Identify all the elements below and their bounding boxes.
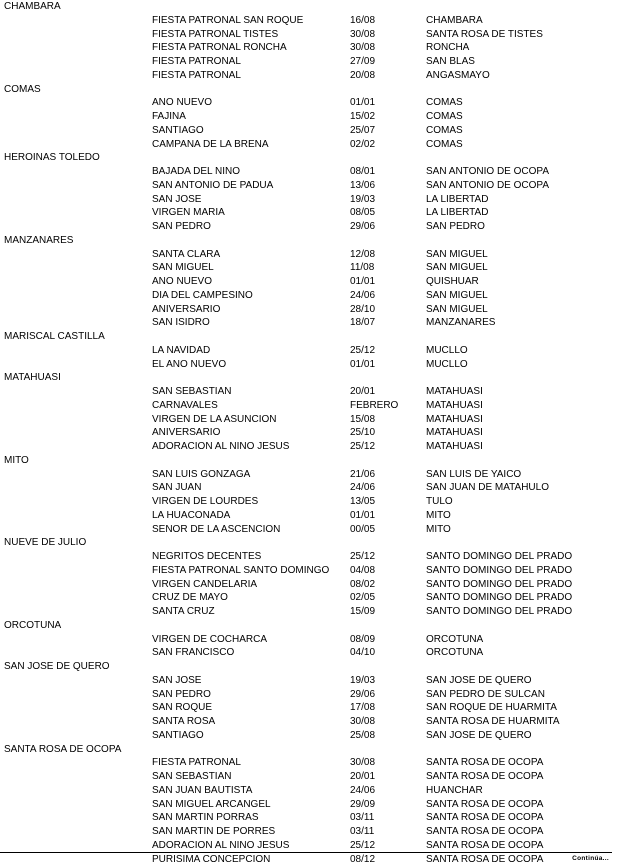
- festivity-name: SAN JUAN BAUTISTA: [152, 784, 253, 796]
- festivity-date: 30/08: [350, 757, 376, 769]
- festivity-name: VIRGEN DE COCHARCA: [152, 633, 268, 645]
- festivity-row: [0, 55, 627, 68]
- festivity-date: 24/06: [350, 784, 376, 796]
- festivity-place: MITO: [426, 523, 451, 535]
- festivity-name: ADORACION AL NINO JESUS: [152, 441, 290, 452]
- festivity-date: 01/01: [350, 276, 376, 287]
- festivity-place: CHAMBARA: [426, 14, 483, 26]
- district-header: [0, 660, 627, 673]
- festivity-place: LA LIBERTAD: [426, 207, 489, 219]
- festivity-row: [0, 729, 627, 742]
- festivity-row: [0, 193, 627, 206]
- festivity-name: FIESTA PATRONAL: [152, 56, 241, 67]
- festivity-date: 13/05: [350, 496, 376, 507]
- festivity-name: BAJADA DEL NINO: [152, 166, 240, 177]
- festivity-place: SAN LUIS DE YAICO: [426, 468, 522, 480]
- festivity-place: SAN ROQUE DE HUARMITA: [426, 702, 557, 714]
- festivity-name: FIESTA PATRONAL: [152, 69, 241, 81]
- festivity-row: [0, 124, 627, 137]
- festivity-place: HUANCHAR: [426, 784, 483, 796]
- festivity-row: [0, 426, 627, 439]
- festivity-row: [0, 784, 627, 797]
- festivity-row: [0, 591, 627, 604]
- festivity-row: [0, 413, 627, 426]
- festivity-place: SAN JOSE DE QUERO: [426, 729, 532, 741]
- festivity-name: SANTA ROSA: [152, 716, 216, 727]
- district-header: [0, 536, 627, 549]
- festivity-row: [0, 770, 627, 783]
- festivity-row: [0, 220, 627, 233]
- district-header: [0, 454, 627, 467]
- festivity-name: FAJINA: [152, 111, 186, 122]
- festivity-row: [0, 495, 627, 508]
- festivity-row: [0, 646, 627, 659]
- district-name: NUEVE DE JULIO: [4, 537, 87, 549]
- festivity-date: 25/07: [350, 124, 376, 136]
- festivity-place: SANTA ROSA DE TISTES: [426, 28, 543, 40]
- festivity-name: SAN SEBASTIAN: [152, 386, 232, 397]
- festivity-place: SAN JOSE DE QUERO: [426, 674, 532, 686]
- festivity-name: SAN JUAN: [152, 482, 202, 494]
- festivity-place: COMAS: [426, 124, 463, 136]
- festivity-name: SAN JOSE: [152, 193, 202, 205]
- festivity-place: ORCOTUNA: [426, 633, 484, 645]
- festivity-name: VIRGEN DE LA ASUNCION: [152, 413, 277, 425]
- festivity-row: [0, 69, 627, 82]
- district-header: [0, 151, 627, 164]
- festivity-row: [0, 206, 627, 219]
- festivity-date: 30/08: [350, 28, 376, 40]
- festivity-date: 12/08: [350, 248, 376, 260]
- festivity-date: 19/03: [350, 674, 376, 686]
- district-header: [0, 330, 627, 343]
- festivity-name: DIA DEL CAMPESINO: [152, 289, 253, 301]
- district-name: ORCOTUNA: [4, 619, 62, 631]
- festivity-row: [0, 715, 627, 728]
- festivity-date: 08/05: [350, 207, 376, 219]
- festivity-row: [0, 316, 627, 329]
- festivity-date: 19/03: [350, 193, 376, 205]
- festivity-date: 11/08: [350, 262, 375, 274]
- festivity-row: [0, 344, 627, 357]
- festivity-place: MATAHUASI: [426, 399, 483, 411]
- festivity-place: SAN PEDRO: [426, 221, 485, 232]
- festivity-name: SENOR DE LA ASCENCION: [152, 523, 281, 535]
- festivity-date: 00/05: [350, 523, 376, 535]
- festivity-date: 20/01: [350, 386, 376, 397]
- festivity-place: SANTO DOMINGO DEL PRADO: [426, 551, 573, 562]
- festivity-name: SANTA CRUZ: [152, 606, 215, 617]
- festivity-place: RONCHA: [426, 42, 470, 54]
- festivity-row: [0, 564, 627, 577]
- district-name: SAN JOSE DE QUERO: [4, 661, 110, 672]
- festivity-name: ADORACION AL NINO JESUS: [152, 839, 290, 851]
- festivity-date: 17/08: [350, 702, 376, 714]
- district-header: [0, 83, 627, 96]
- festivity-date: FEBRERO: [350, 399, 399, 411]
- festivity-place: MATAHUASI: [426, 413, 483, 425]
- festivity-date: 08/12: [350, 853, 376, 865]
- festivity-name: SAN MIGUEL: [152, 262, 214, 274]
- district-header: [0, 234, 627, 247]
- festivity-row: [0, 633, 627, 646]
- festivity-name: SAN LUIS GONZAGA: [152, 468, 251, 480]
- festivity-place: SAN MIGUEL: [426, 303, 488, 315]
- festivity-place: SANTO DOMINGO DEL PRADO: [426, 564, 573, 576]
- festivity-row: [0, 811, 627, 824]
- district-header: [0, 743, 627, 756]
- festivity-name: SAN ANTONIO DE PADUA: [152, 179, 274, 191]
- festivity-date: 02/05: [350, 592, 376, 604]
- festivity-date: 03/11: [350, 812, 375, 824]
- festivity-place: SANTO DOMINGO DEL PRADO: [426, 606, 573, 617]
- festivity-name: FIESTA PATRONAL SAN ROQUE: [152, 14, 304, 26]
- festivity-place: COMAS: [426, 97, 463, 109]
- festivity-row: [0, 14, 627, 27]
- festivity-place: SAN PEDRO DE SULCAN: [426, 688, 545, 700]
- festivity-place: MANZANARES: [426, 317, 496, 329]
- festivity-row: [0, 578, 627, 591]
- district-name: COMAS: [4, 83, 41, 95]
- festivity-row: [0, 138, 627, 151]
- festivity-name: ANIVERSARIO: [152, 427, 221, 439]
- festivity-date: 24/06: [350, 482, 376, 494]
- festivity-name: SANTIAGO: [152, 124, 204, 136]
- festivity-name: ANO NUEVO: [152, 97, 213, 109]
- festivity-place: MITO: [426, 509, 451, 521]
- festivity-row: [0, 385, 627, 398]
- festivity-date: 15/09: [350, 606, 376, 617]
- district-name: MATAHUASI: [4, 372, 61, 384]
- festivity-date: 18/07: [350, 317, 376, 329]
- festivity-place: SANTA ROSA DE OCOPA: [426, 798, 544, 810]
- festivity-row: [0, 96, 627, 109]
- festivity-date: 01/01: [350, 97, 376, 109]
- festivity-name: SAN MIGUEL ARCANGEL: [152, 798, 271, 810]
- festivity-place: SAN MIGUEL: [426, 248, 488, 260]
- festivity-name: FIESTA PATRONAL RONCHA: [152, 42, 287, 54]
- festivity-date: 28/10: [350, 303, 376, 315]
- festivity-row: [0, 798, 627, 811]
- festivity-place: SANTO DOMINGO DEL PRADO: [426, 578, 573, 590]
- festivity-name: SAN MARTIN PORRAS: [152, 812, 259, 824]
- festivity-row: [0, 440, 627, 453]
- festivity-date: 25/12: [350, 551, 376, 562]
- festivity-name: NEGRITOS DECENTES: [152, 551, 262, 562]
- festivity-row: [0, 289, 627, 302]
- festivity-place: SANTA ROSA DE OCOPA: [426, 853, 544, 865]
- district-header: [0, 371, 627, 384]
- festivity-row: [0, 756, 627, 769]
- festivity-date: 20/08: [350, 69, 376, 81]
- festivity-place: MATAHUASI: [426, 427, 483, 439]
- festivity-place: SANTA ROSA DE OCOPA: [426, 771, 544, 782]
- festivity-date: 25/08: [350, 729, 376, 741]
- festivity-place: ORCOTUNA: [426, 647, 484, 659]
- festivity-row: [0, 275, 627, 288]
- festivity-place: SANTA ROSA DE OCOPA: [426, 839, 544, 851]
- festivity-date: 08/09: [350, 633, 376, 645]
- festivity-name: SANTA CLARA: [152, 248, 221, 260]
- festivity-row: [0, 28, 627, 41]
- festivity-date: 16/08: [350, 14, 376, 26]
- festivity-place: MUCLLO: [426, 344, 468, 356]
- festivity-name: CARNAVALES: [152, 399, 218, 411]
- district-name: CHAMBARA: [4, 1, 61, 12]
- festivity-date: 01/01: [350, 358, 376, 370]
- festivity-name: SANTIAGO: [152, 729, 204, 741]
- festivity-place: SANTA ROSA DE OCOPA: [426, 812, 544, 824]
- festivity-name: SAN SEBASTIAN: [152, 771, 232, 782]
- festivity-date: 25/12: [350, 839, 376, 851]
- festivity-place: SANTO DOMINGO DEL PRADO: [426, 592, 573, 604]
- festivity-date: 30/08: [350, 42, 376, 54]
- festivity-place: MATAHUASI: [426, 386, 483, 397]
- festivity-place: SAN MIGUEL: [426, 262, 488, 274]
- festivity-row: [0, 605, 627, 618]
- district-name: SANTA ROSA DE OCOPA: [4, 743, 122, 755]
- festivity-place: COMAS: [426, 111, 463, 122]
- festivity-place: SAN ANTONIO DE OCOPA: [426, 179, 549, 191]
- festivity-name: FIESTA PATRONAL SANTO DOMINGO: [152, 564, 330, 576]
- festivity-date: 27/09: [350, 56, 376, 67]
- festivity-name: EL ANO NUEVO: [152, 358, 227, 370]
- festivity-name: ANIVERSARIO: [152, 303, 221, 315]
- continues-note: Continúa...: [572, 855, 609, 862]
- festivity-name: FIESTA PATRONAL TISTES: [152, 28, 279, 40]
- festivity-row: [0, 523, 627, 536]
- festivity-place: ANGASMAYO: [426, 69, 490, 81]
- festivity-row: [0, 509, 627, 522]
- district-name: HEROINAS TOLEDO: [4, 152, 100, 164]
- festivity-place: COMAS: [426, 138, 463, 150]
- festivity-row: [0, 853, 627, 866]
- festivity-row: [0, 674, 627, 687]
- festivity-row: [0, 358, 627, 371]
- festivity-row: [0, 839, 627, 852]
- footer-rule: [0, 852, 612, 853]
- district-name: MARISCAL CASTILLA: [4, 331, 105, 342]
- festivity-date: 20/01: [350, 771, 376, 782]
- festivity-row: [0, 399, 627, 412]
- festivity-name: PURISIMA CONCEPCION: [152, 853, 271, 865]
- festivity-date: 15/08: [350, 413, 376, 425]
- festivity-name: SAN PEDRO: [152, 688, 211, 700]
- festivity-row: [0, 261, 627, 274]
- festivity-date: 25/12: [350, 344, 376, 356]
- district-name: MITO: [4, 454, 29, 466]
- festivity-date: 02/02: [350, 138, 376, 150]
- festivity-name: SAN ROQUE: [152, 702, 213, 714]
- festivity-row: [0, 550, 627, 563]
- festivity-date: 08/02: [350, 578, 376, 590]
- festivity-row: [0, 303, 627, 316]
- festivity-row: [0, 688, 627, 701]
- festivity-place: SAN MIGUEL: [426, 289, 488, 301]
- festivity-name: SAN PEDRO: [152, 221, 211, 232]
- festivity-date: 29/06: [350, 221, 376, 232]
- festivity-row: [0, 825, 627, 838]
- festivity-date: 13/06: [350, 179, 376, 191]
- festivity-date: 04/08: [350, 564, 376, 576]
- festivity-row: [0, 165, 627, 178]
- festivity-name: SAN FRANCISCO: [152, 647, 235, 659]
- festivity-date: 15/02: [350, 111, 376, 122]
- festivity-name: FIESTA PATRONAL: [152, 757, 241, 769]
- festivity-row: [0, 41, 627, 54]
- festivity-row: [0, 468, 627, 481]
- festivity-date: 03/11: [350, 826, 375, 837]
- festivity-date: 04/10: [350, 647, 376, 659]
- festivity-place: SANTA ROSA DE HUARMITA: [426, 716, 560, 727]
- festivity-date: 30/08: [350, 716, 376, 727]
- festivity-row: [0, 110, 627, 123]
- festivity-date: 29/09: [350, 798, 376, 810]
- festivity-date: 25/10: [350, 427, 376, 439]
- festivity-place: MUCLLO: [426, 358, 468, 370]
- festivity-date: 01/01: [350, 509, 376, 521]
- festivity-place: SAN ANTONIO DE OCOPA: [426, 166, 549, 177]
- festivity-name: VIRGEN MARIA: [152, 207, 225, 219]
- festivity-row: [0, 701, 627, 714]
- festivity-date: 24/06: [350, 289, 376, 301]
- festivity-place: SANTA ROSA DE OCOPA: [426, 826, 544, 837]
- festivity-date: 21/06: [350, 468, 376, 480]
- festivity-place: SAN JUAN DE MATAHULO: [426, 482, 549, 494]
- festivity-place: TULO: [426, 496, 453, 507]
- festivity-place: SANTA ROSA DE OCOPA: [426, 757, 544, 769]
- district-header: [0, 619, 627, 632]
- festivity-name: SAN ISIDRO: [152, 317, 210, 329]
- festivity-name: CRUZ DE MAYO: [152, 592, 228, 604]
- festivity-name: SAN MARTIN DE PORRES: [152, 826, 276, 837]
- festivity-name: LA NAVIDAD: [152, 344, 211, 356]
- festivity-name: CAMPANA DE LA BRENA: [152, 138, 269, 150]
- festivity-place: LA LIBERTAD: [426, 193, 489, 205]
- festivity-place: MATAHUASI: [426, 441, 483, 452]
- district-name: MANZANARES: [4, 234, 74, 246]
- festivity-date: 25/12: [350, 441, 376, 452]
- festivity-name: VIRGEN DE LOURDES: [152, 496, 259, 507]
- festivity-name: ANO NUEVO: [152, 276, 213, 287]
- festivity-place: SAN BLAS: [426, 56, 475, 67]
- festivity-name: SAN JOSE: [152, 674, 202, 686]
- district-header: [0, 0, 627, 13]
- festivity-date: 08/01: [350, 166, 376, 177]
- festivity-date: 29/06: [350, 688, 376, 700]
- festivity-name: LA HUACONADA: [152, 509, 231, 521]
- festivity-row: [0, 179, 627, 192]
- festivity-name: VIRGEN CANDELARIA: [152, 578, 258, 590]
- festivity-place: QUISHUAR: [426, 276, 479, 287]
- festivity-row: [0, 248, 627, 261]
- festivity-row: [0, 481, 627, 494]
